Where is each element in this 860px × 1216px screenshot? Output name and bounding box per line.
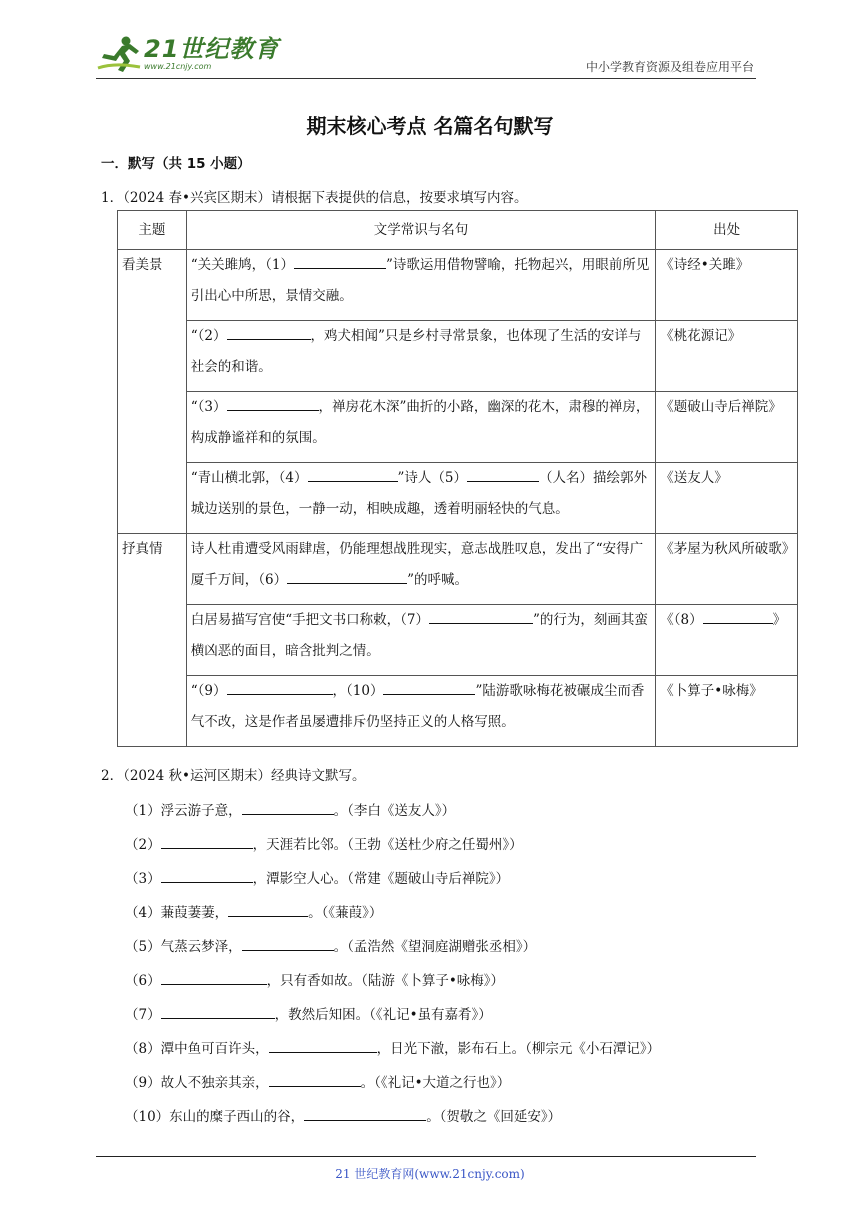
item-blank[interactable] <box>269 1070 361 1087</box>
item-text: （7） <box>125 1007 161 1023</box>
item-blank[interactable] <box>242 798 334 815</box>
item-text: ，只有香如故。（陆游《卜算子•咏梅》） <box>266 973 505 989</box>
list-item <box>125 832 660 866</box>
row-content <box>186 250 655 321</box>
blank-4[interactable] <box>308 465 398 482</box>
list-item <box>125 866 660 900</box>
list-item <box>125 1070 660 1104</box>
item-blank[interactable] <box>161 866 253 883</box>
row-content <box>186 605 655 676</box>
item-text: ，潭影空人心。（常建《题破山寺后禅院》） <box>252 871 510 887</box>
list-item <box>125 1002 660 1036</box>
item-blank[interactable] <box>161 968 267 985</box>
row-text: “（3） <box>190 399 227 415</box>
section-heading: 一．默写（共 15 小题） <box>101 156 251 172</box>
list-item <box>125 1104 660 1138</box>
logo <box>96 34 279 74</box>
item-text: 。（《礼记•大道之行也》） <box>360 1075 511 1091</box>
row-text: 诗人杜甫遭受风雨肆虐，仍能理想战胜现实，意志战胜叹息，发出了“安得广厦千万间，（6） <box>190 541 644 588</box>
item-text: 。（贺敬之《回延安》） <box>426 1109 562 1125</box>
platform-name: 中小学教育资源及组卷应用平台 <box>585 60 754 74</box>
footer-divider <box>96 1156 756 1157</box>
item-blank[interactable] <box>161 1002 275 1019</box>
row-source: 《桃花源记》 <box>656 321 798 392</box>
logo-main-text: 21世纪教育 <box>144 35 280 63</box>
table-row <box>118 250 798 321</box>
group-label-emotion: 抒真情 <box>118 534 187 747</box>
question-1-stem: 1．（2024 春•兴宾区期末）请根据下表提供的信息，按要求填写内容。 <box>101 190 528 206</box>
item-blank[interactable] <box>269 1036 377 1053</box>
item-blank[interactable] <box>161 832 253 849</box>
row-text: ”的呼喊。 <box>407 572 469 588</box>
item-text: （9）故人不独亲其亲， <box>125 1075 269 1091</box>
row-text: “青山横北郭，（4） <box>190 470 308 486</box>
header-source: 出处 <box>656 211 798 250</box>
table-header-row <box>118 211 798 250</box>
blank-8[interactable] <box>703 607 773 624</box>
item-text: （3） <box>125 871 161 887</box>
blank-9[interactable] <box>227 678 333 695</box>
row-text: ”陆游歌咏梅花被碾成尘而香气不改，这是作者虽屡遭排斥仍坚持正义的人格写照。 <box>190 683 645 730</box>
item-blank[interactable] <box>228 900 308 917</box>
item-text: 。（《蒹葭》） <box>308 905 383 921</box>
question-1-table <box>117 210 798 747</box>
row-text: “（2） <box>190 328 227 344</box>
item-text: 。（孟浩然《望洞庭湖赠张丞相》） <box>333 939 537 955</box>
row-source: 《茅屋为秋风所破歌》 <box>656 534 798 605</box>
item-text: （6） <box>125 973 161 989</box>
blank-3[interactable] <box>227 394 319 411</box>
item-text: ，天涯若比邻。（王勃《送杜少府之任蜀州》） <box>252 837 523 853</box>
row-text: ”诗人（5） <box>397 470 468 486</box>
blank-5[interactable] <box>467 465 539 482</box>
item-text: ，日光下澈，影布石上。（柳宗元《小石潭记》） <box>376 1041 661 1057</box>
list-item <box>125 1036 660 1070</box>
blank-7[interactable] <box>429 607 533 624</box>
row-text: ，禅房花木深”曲折的小路，幽深的花木，肃穆的禅房，构成静谧祥和的氛围。 <box>190 399 650 446</box>
row-content <box>186 534 655 605</box>
item-text: （8）潭中鱼可百许头， <box>125 1041 269 1057</box>
item-text: （4）蒹葭萋萋， <box>125 905 229 921</box>
list-item <box>125 968 660 1002</box>
row-source: 《题破山寺后禅院》 <box>656 392 798 463</box>
item-text: （1）浮云游子意， <box>125 803 242 819</box>
row-text: ”的行为，刻画其蛮横凶恶的面目，暗含批判之情。 <box>190 612 648 659</box>
row-source-text: 《（8） <box>660 612 703 628</box>
item-blank[interactable] <box>242 934 334 951</box>
item-blank[interactable] <box>304 1104 426 1121</box>
blank-1[interactable] <box>294 252 386 269</box>
logo-url-text: www.21cnjy.com <box>144 62 212 71</box>
footer-link[interactable]: 21 世纪教育网(www.21cnjy.com) <box>335 1167 525 1181</box>
row-text: “（9） <box>190 683 227 699</box>
row-text: 白居易描写宫使“手把文书口称敕，（7） <box>190 612 430 628</box>
list-item <box>125 934 660 968</box>
table-row <box>118 676 798 747</box>
row-source: 《卜算子•咏梅》 <box>656 676 798 747</box>
row-source <box>656 605 798 676</box>
row-source: 《诗经•关雎》 <box>656 250 798 321</box>
row-content <box>186 676 655 747</box>
blank-10[interactable] <box>383 678 475 695</box>
item-text: ，教然后知困。（《礼记•虽有嘉肴》） <box>274 1007 492 1023</box>
table-row <box>118 534 798 605</box>
header-knowledge: 文学常识与名句 <box>186 211 655 250</box>
list-item <box>125 900 660 934</box>
row-text: ，（10） <box>332 683 384 699</box>
row-source: 《送友人》 <box>656 463 798 534</box>
document-title: 期末核心考点 名篇名句默写 <box>306 114 554 138</box>
row-content <box>186 321 655 392</box>
item-text: （10）东山的糜子西山的谷， <box>125 1109 305 1125</box>
blank-2[interactable] <box>227 323 311 340</box>
table-row <box>118 321 798 392</box>
row-content <box>186 463 655 534</box>
question-2-items <box>125 798 660 1138</box>
header-theme: 主题 <box>118 211 187 250</box>
item-text: （2） <box>125 837 161 853</box>
item-text: 。（李白《送友人》） <box>333 803 456 819</box>
row-text: ，鸡犬相闻”只是乡村寻常景象，也体现了生活的安详与社会的和谐。 <box>190 328 642 375</box>
row-source-text: 》 <box>772 612 787 628</box>
group-label-scenery: 看美景 <box>118 250 187 534</box>
page-header <box>96 34 756 79</box>
blank-6[interactable] <box>287 567 407 584</box>
table-row <box>118 392 798 463</box>
question-2-stem: 2．（2024 秋•运河区期末）经典诗文默写。 <box>101 768 366 784</box>
runner-logo-icon <box>96 34 142 74</box>
row-text: “关关雎鸠，（1） <box>190 257 295 273</box>
row-text: （人名）描绘郭外城边送别的景色，一静一动，相映成趣，透着明丽轻快的气息。 <box>190 470 648 517</box>
table-row <box>118 463 798 534</box>
table-row <box>118 605 798 676</box>
row-content <box>186 392 655 463</box>
item-text: （5）气蒸云梦泽， <box>125 939 242 955</box>
row-text: ”诗歌运用借物譬喻，托物起兴，用眼前所见引出心中所思，景情交融。 <box>190 257 650 304</box>
list-item <box>125 798 660 832</box>
